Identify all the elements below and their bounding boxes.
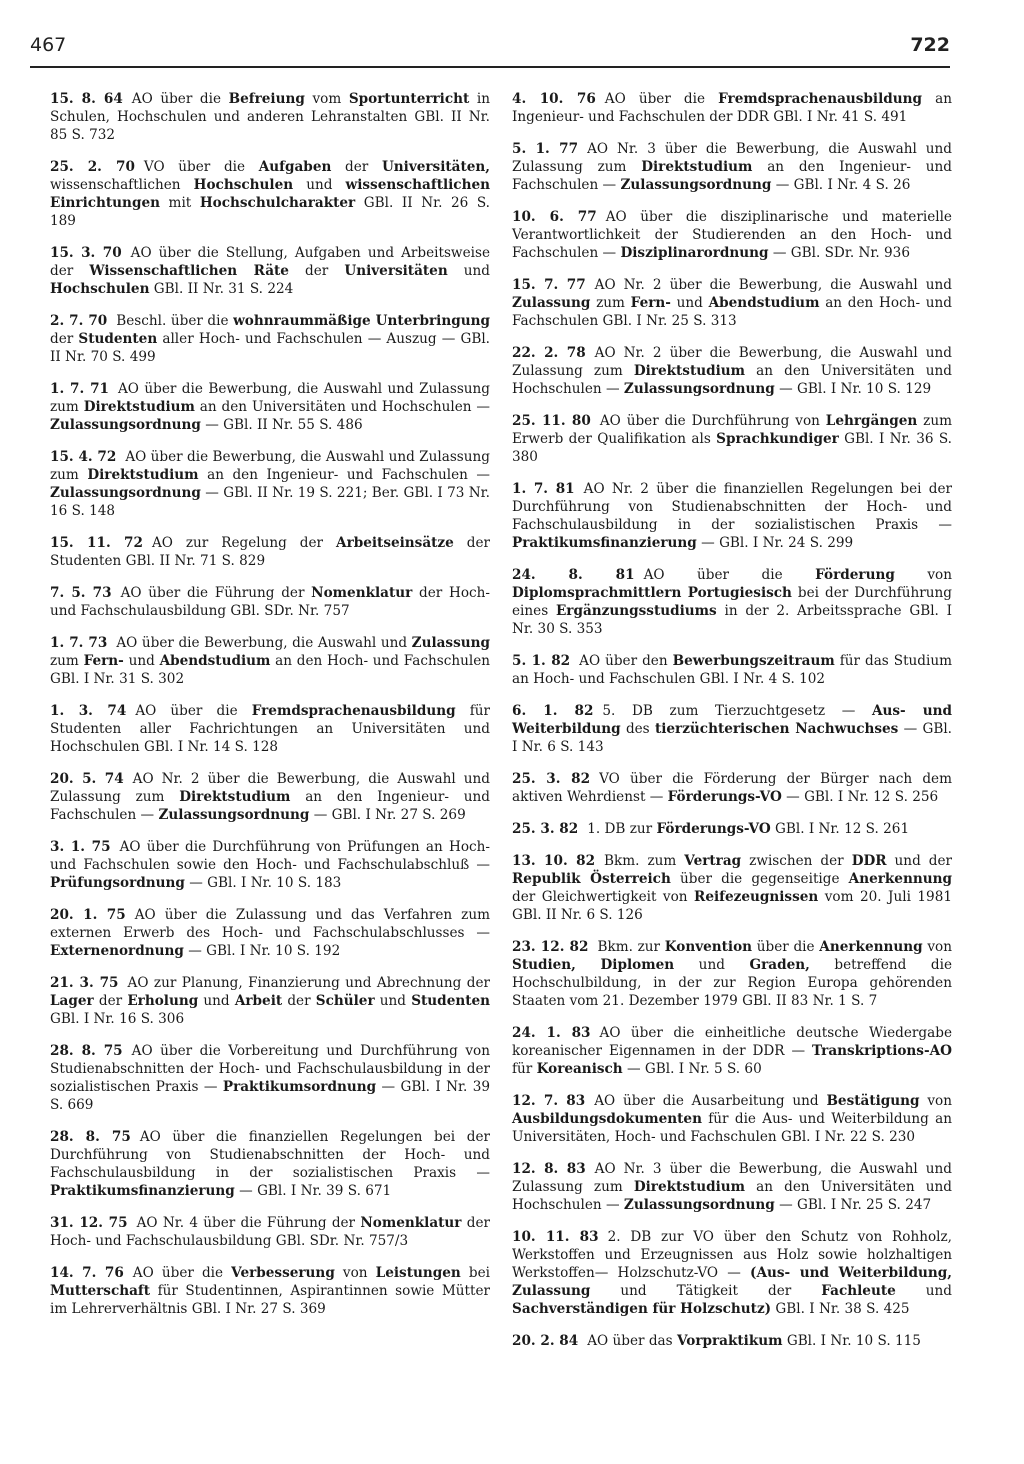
entry-keyword: wohnraummäßige Unterbringung — [233, 313, 490, 329]
entry-text: AO über das — [587, 1333, 677, 1349]
entry-text: AO zur Planung, Finanzierung und Abrechnung der — [127, 975, 490, 991]
entry-text: und der — [886, 853, 953, 869]
entry-keyword: Nomenklatur — [360, 1215, 462, 1231]
entry-text: AO über die Zulassung und das Verfahren zum externen Erwerb des Hoch- und Fachschulabschlusses — — [50, 907, 490, 941]
entry-keyword: Zulassung — [411, 635, 491, 651]
entry-date: 6. 1. 82 — [512, 703, 594, 719]
entry-keyword: Zulassungsordnung — [50, 485, 201, 501]
entry-date: 3. 1. 75 — [50, 839, 111, 855]
entry-date: 25. 2. 70 — [50, 159, 135, 175]
entry-text: — GBl. I Nr. 4 S. 26 — [771, 177, 911, 193]
entry-date: 23. 12. 82 — [512, 939, 589, 955]
entry-keyword: Mutterschaft — [50, 1283, 151, 1299]
entry-text: AO über die Bewerbung, die Auswahl und Zulassung zum — [50, 449, 490, 483]
entry-keyword: Zulassung — [512, 295, 591, 311]
entry-text: AO über die Führung der — [120, 585, 312, 601]
entry-text: AO über die Vorbereitung und Durchführung von Studienabschnitten der Hoch- und Fachschulausbildung in der sozialistischen Praxis — — [50, 1043, 490, 1095]
entry-text: AO Nr. 2 über die finanziellen Regelungen bei der Durchführung von Studienabschnitten der Hoch- und Fachschulausbildung in der sozialistischen Praxis — — [512, 481, 952, 533]
register-entry — [512, 276, 952, 330]
entry-text: 5. DB zum Tierzuchtgesetz — — [602, 703, 872, 719]
register-entry — [512, 1332, 952, 1350]
entry-text: und — [895, 1283, 952, 1299]
entry-date: 15. 4. 72 — [50, 449, 117, 465]
register-entry — [50, 158, 490, 230]
entry-keyword: Sprachkundiger — [716, 431, 839, 447]
entry-text: der — [282, 993, 316, 1009]
entry-keyword: Zulassungsordnung — [623, 381, 775, 397]
register-entry — [50, 584, 490, 620]
entry-text: — GBl. I Nr. 39 S. 669 — [50, 1079, 490, 1113]
entry-keyword: Zulassungsordnung — [623, 1197, 775, 1213]
entry-keyword: Wissenschaftlichen Räte — [89, 263, 289, 279]
entry-text: — GBl. I Nr. 12 S. 256 — [781, 789, 939, 805]
entry-keyword: Zulassungsordnung — [158, 807, 310, 823]
entry-date: 4. 10. 76 — [512, 91, 596, 107]
entry-keyword: Republik Österreich — [512, 871, 671, 887]
entry-keyword: Direktstudium — [641, 159, 753, 175]
entry-text: für — [512, 1061, 537, 1077]
entry-text: vom — [304, 91, 349, 107]
register-entry — [512, 208, 952, 262]
entry-date: 1. 7. 73 — [50, 635, 108, 651]
entry-text: mit — [159, 195, 200, 211]
right-column — [512, 90, 952, 1364]
entry-text: und — [198, 993, 235, 1009]
register-entry — [512, 344, 952, 398]
entry-text: an den Ingenieur- und Fachschulen — — [198, 467, 490, 483]
entry-keyword: Sachverständigen für Holzschutz) — [512, 1301, 772, 1317]
register-entry — [512, 820, 952, 838]
entry-date: 15. 3. 70 — [50, 245, 122, 261]
entry-text: über die gegenseitige — [670, 871, 849, 887]
entry-text: GBl. I Nr. 36 S. 380 — [512, 431, 952, 465]
register-entry — [512, 652, 952, 688]
entry-date: 15. 8. 64 — [50, 91, 123, 107]
entry-text: an den Ingenieur- und Fachschulen — — [50, 789, 490, 823]
entry-text: GBl. I Nr. 16 S. 306 — [50, 1011, 185, 1027]
entry-text: von — [334, 1265, 376, 1281]
entry-date: 21. 3. 75 — [50, 975, 119, 991]
entry-date: 25. 3. 82 — [512, 771, 591, 787]
entry-date: 2. 7. 70 — [50, 313, 108, 329]
entry-text: wissenschaftlichen — [50, 177, 194, 193]
entry-text: AO Nr. 3 über die Bewerbung, die Auswahl und Zulassung zum — [512, 1161, 952, 1195]
entry-keyword: Bestätigung — [826, 1093, 920, 1109]
entry-text: zwischen der — [741, 853, 852, 869]
entry-keyword: Hochschulen — [50, 281, 150, 297]
entry-keyword: Verbesserung — [231, 1265, 335, 1281]
register-entry — [50, 312, 490, 366]
register-entry — [50, 838, 490, 892]
entry-keyword: Praktikumsfinanzierung — [50, 1183, 235, 1199]
entry-keyword: Aus- und Weiterbildung — [512, 703, 952, 737]
entry-date: 28. 8. 75 — [50, 1043, 123, 1059]
entry-text: über die — [752, 939, 820, 955]
entry-keyword: Disziplinarordnung — [620, 245, 769, 261]
entry-keyword: tierzüchterischen Nachwuchses — [654, 721, 899, 737]
entry-text: GBl. I Nr. 10 S. 115 — [782, 1333, 921, 1349]
entry-date: 28. 8. 75 — [50, 1129, 131, 1145]
register-entry — [512, 852, 952, 924]
entry-keyword: Förderungs-VO — [667, 789, 782, 805]
entry-text: in der 2. Arbeitssprache GBl. I Nr. 30 S. 353 — [512, 603, 952, 637]
register-entry — [512, 1092, 952, 1146]
entry-keyword: Zulassungsordnung — [50, 417, 201, 433]
entry-text: AO über die Bewerbung, die Auswahl und — [116, 635, 412, 651]
entry-keyword: Universitäten — [344, 263, 448, 279]
entry-text: — GBl. II Nr. 19 S. 221; Ber. GBl. I 73 Nr. 16 S. 148 — [50, 485, 490, 519]
entry-keyword: Schüler — [315, 993, 375, 1009]
entry-keyword: Universitäten, — [381, 159, 490, 175]
entry-text: Beschl. über die — [116, 313, 234, 329]
page-number-left: 467 — [30, 34, 67, 56]
entry-text: AO Nr. 2 über die Bewerbung, die Auswahl und Zulassung zum — [512, 345, 952, 379]
entry-text: GBl. II Nr. 26 S. 189 — [50, 195, 490, 229]
entry-text: 2. DB zur VO über den Schutz von Rohholz, Werkstoffen und Erzeugnissen aus Holz sowie holzhaltigen Werkstoffen— Holzschutz-VO — — [512, 1229, 952, 1281]
entry-text: der Gleichwertigkeit von — [512, 889, 695, 905]
entry-text: an den Ingenieur- und Fachschulen — — [512, 159, 952, 193]
register-entry — [50, 974, 490, 1028]
entry-date: 12. 7. 83 — [512, 1093, 586, 1109]
entry-text: AO über die Ausarbeitung und — [594, 1093, 827, 1109]
entry-keyword: Sportunterricht — [348, 91, 470, 107]
entry-text: an den Universitäten und Hochschulen — — [194, 399, 490, 415]
register-entry — [512, 702, 952, 756]
entry-date: 14. 7. 76 — [50, 1265, 124, 1281]
entry-date: 1. 3. 74 — [50, 703, 127, 719]
entry-date: 15. 7. 77 — [512, 277, 586, 293]
entry-date: 1. 7. 81 — [512, 481, 575, 497]
entry-text: AO über die finanziellen Regelungen bei der Durchführung von Studienabschnitten der Hoch- und Fachschulausbildung in der sozialistischen Praxis — — [50, 1129, 490, 1181]
entry-keyword: Direktstudium — [633, 363, 746, 379]
register-entry — [512, 938, 952, 1010]
entry-keyword: Lehrgängen — [825, 413, 918, 429]
entry-text: — GBl. I Nr. 6 S. 143 — [512, 721, 952, 755]
entry-keyword: Praktikumsfinanzierung — [512, 535, 697, 551]
entry-text: Bkm. zum — [604, 853, 685, 869]
header-rule — [30, 66, 950, 68]
entry-text: zum Erwerb der Qualifikation als — [512, 413, 952, 447]
entry-keyword: Transkriptions-AO — [812, 1043, 952, 1059]
entry-text: — GBl. I Nr. 5 S. 60 — [622, 1061, 762, 1077]
entry-text — [576, 957, 601, 973]
entry-keyword: Arbeit — [234, 993, 283, 1009]
entry-text: — GBl. II Nr. 55 S. 486 — [200, 417, 363, 433]
entry-keyword: Befreiung — [228, 91, 305, 107]
register-entry — [50, 90, 490, 144]
entry-text: AO über die — [132, 1265, 232, 1281]
entry-keyword: Prüfungsordnung — [50, 875, 185, 891]
entry-text: und — [670, 295, 709, 311]
register-entry — [512, 1160, 952, 1214]
entry-keyword: Vorpraktikum — [676, 1333, 783, 1349]
entry-text: AO über die Bewerbung, die Auswahl und Zulassung zum — [50, 381, 491, 415]
entry-keyword: DDR — [851, 853, 887, 869]
entry-text: AO Nr. 3 über die Bewerbung, die Auswahl und Zulassung zum — [512, 141, 953, 175]
entry-keyword: Studenten — [411, 993, 491, 1009]
entry-date: 22. 2. 78 — [512, 345, 586, 361]
register-entry — [50, 634, 490, 688]
register-entry — [50, 380, 490, 434]
entry-text: für das Studium an Hoch- und Fachschulen GBl. I Nr. 4 S. 102 — [512, 653, 952, 687]
entry-keyword: Aufgaben — [258, 159, 332, 175]
register-entry — [512, 412, 952, 466]
entry-text: von — [922, 939, 952, 955]
register-entry — [512, 1228, 952, 1318]
register-entry — [512, 480, 952, 552]
entry-keyword: Externenordnung — [50, 943, 184, 959]
entry-keyword: Erholung — [127, 993, 199, 1009]
register-entry — [50, 1042, 490, 1114]
entry-text: — GBl. SDr. Nr. 936 — [768, 245, 910, 261]
entry-keyword: Abendstudium — [708, 295, 820, 311]
entry-keyword: Koreanisch — [536, 1061, 623, 1077]
entry-date: 31. 12. 75 — [50, 1215, 128, 1231]
entry-text: in Schulen, Hochschulen und anderen Lehranstalten GBl. II Nr. 85 S. 732 — [50, 91, 490, 143]
entry-text: von — [894, 567, 952, 583]
entry-text: Bkm. zur — [597, 939, 665, 955]
entry-text: GBl. I Nr. 38 S. 425 — [771, 1301, 910, 1317]
entry-keyword: Diplomen — [600, 957, 675, 973]
entry-text: der — [331, 159, 382, 175]
register-entry — [512, 770, 952, 806]
entry-text: der Studenten GBl. II Nr. 71 S. 829 — [50, 535, 490, 569]
entry-text: und — [293, 177, 346, 193]
entry-text: AO über die — [131, 91, 229, 107]
entry-date: 15. 11. 72 — [50, 535, 143, 551]
entry-date: 12. 8. 83 — [512, 1161, 586, 1177]
entry-keyword: Förderungs-VO — [656, 821, 771, 837]
entry-text: aller Hoch- und Fachschulen — Auszug — GBl. II Nr. 70 S. 499 — [50, 331, 490, 365]
entry-date: 1. 7. 71 — [50, 381, 109, 397]
entry-keyword: Direktstudium — [179, 789, 291, 805]
entry-text: — GBl. I Nr. 24 S. 299 — [696, 535, 854, 551]
entry-keyword: Studien, — [512, 957, 576, 973]
register-entry — [512, 140, 952, 194]
entry-text: und — [123, 653, 160, 669]
entry-keyword: Fremdsprachenausbildung — [718, 91, 923, 107]
entry-text: der Hoch- und Fachschulausbildung GBl. SDr. Nr. 757/3 — [50, 1215, 490, 1249]
entry-keyword: Diplomsprachmittlern Portugiesisch — [512, 585, 792, 601]
register-entry — [50, 702, 490, 756]
register-entry — [50, 448, 490, 520]
entry-text: von — [919, 1093, 952, 1109]
entry-date: 24. 1. 83 — [512, 1025, 591, 1041]
entry-keyword: Direktstudium — [633, 1179, 746, 1195]
entry-keyword: Förderung — [815, 567, 895, 583]
register-entry — [50, 244, 490, 298]
entry-text: GBl. II Nr. 31 S. 224 — [149, 281, 294, 297]
entry-keyword: Fremdsprachenausbildung — [251, 703, 456, 719]
entry-text: AO Nr. 4 über die Führung der — [136, 1215, 361, 1231]
entry-date: 20. 1. 75 — [50, 907, 126, 923]
entry-keyword: Lager — [50, 993, 94, 1009]
entry-text: AO zur Regelung der — [151, 535, 337, 551]
entry-date: 10. 6. 77 — [512, 209, 597, 225]
entry-text: AO über den — [579, 653, 673, 669]
entry-date: 25. 3. 82 — [512, 821, 579, 837]
entry-text: — GBl. I Nr. 10 S. 192 — [183, 943, 341, 959]
entry-keyword: Graden, — [749, 957, 810, 973]
entry-text: — GBl. I Nr. 39 S. 671 — [234, 1183, 392, 1199]
entry-date: 13. 10. 82 — [512, 853, 596, 869]
entry-text: 1. DB zur — [587, 821, 657, 837]
entry-keyword: (Aus- und Weiterbildung, Zulassung — [512, 1265, 952, 1299]
entry-text: an den Universitäten und Hochschulen — — [512, 363, 953, 397]
entry-date: 24. 8. 81 — [512, 567, 635, 583]
entry-keyword: Leistungen — [375, 1265, 461, 1281]
entry-keyword: Direktstudium — [87, 467, 199, 483]
entry-text: der Hoch- und Fachschulausbildung GBl. SDr. Nr. 757 — [50, 585, 490, 619]
register-entry — [512, 90, 952, 126]
entry-date: 25. 11. 80 — [512, 413, 591, 429]
entry-text: der — [50, 331, 79, 347]
entry-text: AO Nr. 2 über die Bewerbung, die Auswahl und Zulassung zum — [50, 771, 490, 805]
register-entry — [50, 770, 490, 824]
entry-keyword: Abendstudium — [159, 653, 271, 669]
register-entry — [50, 534, 490, 570]
entry-text: AO über die Durchführung von — [599, 413, 826, 429]
entry-keyword: Fachleute — [821, 1283, 896, 1299]
entry-keyword: Anerkennung — [848, 871, 952, 887]
entry-keyword: Studenten — [78, 331, 158, 347]
entry-text: bei der Durchführung eines — [512, 585, 952, 619]
entry-text: betreffend die Hochschulbildung, in der zur Region Europa gehörenden Staaten vom 21. Dezember 1979 GBl. II 83 Nr. 1 S. 7 — [512, 957, 952, 1009]
entry-text: VO über die — [143, 159, 259, 175]
entry-text: und — [374, 993, 412, 1009]
entry-keyword: Nomenklatur — [311, 585, 413, 601]
entry-text: und — [674, 957, 750, 973]
entry-date: 10. 11. 83 — [512, 1229, 599, 1245]
entry-text: AO über die Stellung, Aufgaben und Arbeitsweise der — [50, 245, 490, 279]
entry-date: 20. 5. 74 — [50, 771, 124, 787]
register-entry — [50, 906, 490, 960]
entry-text: zum — [590, 295, 631, 311]
entry-keyword: Reifezeugnissen — [694, 889, 819, 905]
entry-text: — GBl. I Nr. 10 S. 183 — [184, 875, 342, 891]
page-number-right: 722 — [910, 34, 950, 56]
register-entry — [512, 566, 952, 638]
entry-text: für Studenten aller Fachrichtungen an Universitäten und Hochschulen GBl. I Nr. 14 S. 128 — [50, 703, 490, 755]
entry-keyword: Ausbildungsdokumenten — [512, 1111, 702, 1127]
entry-text: für Studentinnen, Aspirantinnen sowie Mütter im Lehrerverhältnis GBl. I Nr. 27 S. 369 — [50, 1283, 490, 1317]
entry-text: und Tätigkeit der — [590, 1283, 822, 1299]
entry-text: für die Aus- und Weiterbildung an Universitäten, Hoch- und Fachschulen GBl. I Nr. 22 S. 230 — [512, 1111, 952, 1145]
entry-keyword: wissenschaftlichen Einrichtungen — [50, 177, 490, 211]
entry-keyword: Praktikumsordnung — [222, 1079, 377, 1095]
entry-date: 20. 2. 84 — [512, 1333, 579, 1349]
entry-text: AO über die einheitliche deutsche Wiedergabe koreanischer Eigennamen in der DDR — — [512, 1025, 952, 1059]
entry-keyword: Arbeitseinsätze — [336, 535, 454, 551]
entry-text: vom 20. Juli 1981 GBl. II Nr. 6 S. 126 — [512, 889, 952, 923]
entry-text: zum — [50, 653, 84, 669]
entry-keyword: Ergänzungsstudiums — [555, 603, 717, 619]
entry-keyword: Anerkennung — [819, 939, 923, 955]
entry-text: des — [620, 721, 655, 737]
entry-date: 7. 5. 73 — [50, 585, 112, 601]
entry-date: 5. 1. 82 — [512, 653, 571, 669]
entry-keyword: Fern- — [630, 295, 671, 311]
entry-text: — GBl. I Nr. 10 S. 129 — [774, 381, 932, 397]
entry-text: AO über die disziplinarische und materielle Verantwortlichkeit der Studierenden an den Hoch- und Fachschulen — — [512, 209, 952, 261]
entry-text: bei — [460, 1265, 490, 1281]
entry-keyword: Bewerbungszeitraum — [672, 653, 835, 669]
entry-text: der — [288, 263, 345, 279]
entry-text: an den Universitäten und Hochschulen — — [512, 1179, 953, 1213]
entry-text: an den Hoch- und Fachschulen GBl. I Nr. 25 S. 313 — [512, 295, 952, 329]
entry-text: AO über die — [604, 91, 719, 107]
left-column — [50, 90, 490, 1332]
entry-text: — GBl. I Nr. 27 S. 269 — [309, 807, 466, 823]
entry-text: — GBl. I Nr. 25 S. 247 — [774, 1197, 932, 1213]
entry-text: AO über die — [643, 567, 816, 583]
entry-text: AO über die Durchführung von Prüfungen an Hoch- und Fachschulen sowie den Hoch- und Fachschulabschluß — — [50, 839, 491, 873]
entry-keyword: Direktstudium — [83, 399, 195, 415]
register-entry — [50, 1214, 490, 1250]
entry-text: GBl. I Nr. 12 S. 261 — [770, 821, 910, 837]
entry-keyword: Hochschulcharakter — [199, 195, 356, 211]
entry-text: AO über die — [135, 703, 252, 719]
register-entry — [50, 1264, 490, 1318]
entry-text: und — [447, 263, 490, 279]
entry-text: AO Nr. 2 über die Bewerbung, die Auswahl und — [594, 277, 952, 293]
entry-text: an Ingenieur- und Fachschulen der DDR GBl. I Nr. 41 S. 491 — [512, 91, 952, 125]
entry-keyword: Fern- — [83, 653, 124, 669]
entry-date: 5. 1. 77 — [512, 141, 579, 157]
entry-text: der — [93, 993, 128, 1009]
entry-keyword: Zulassungsordnung — [620, 177, 772, 193]
register-entry — [512, 1024, 952, 1078]
entry-keyword: Vertrag — [684, 853, 742, 869]
entry-text: an den Hoch- und Fachschulen GBl. I Nr. 31 S. 302 — [50, 653, 490, 687]
entry-keyword: Konvention — [664, 939, 753, 955]
register-entry — [50, 1128, 490, 1200]
entry-keyword: Hochschulen — [193, 177, 294, 193]
entry-text: VO über die Förderung der Bürger nach dem aktiven Wehrdienst — — [512, 771, 952, 805]
